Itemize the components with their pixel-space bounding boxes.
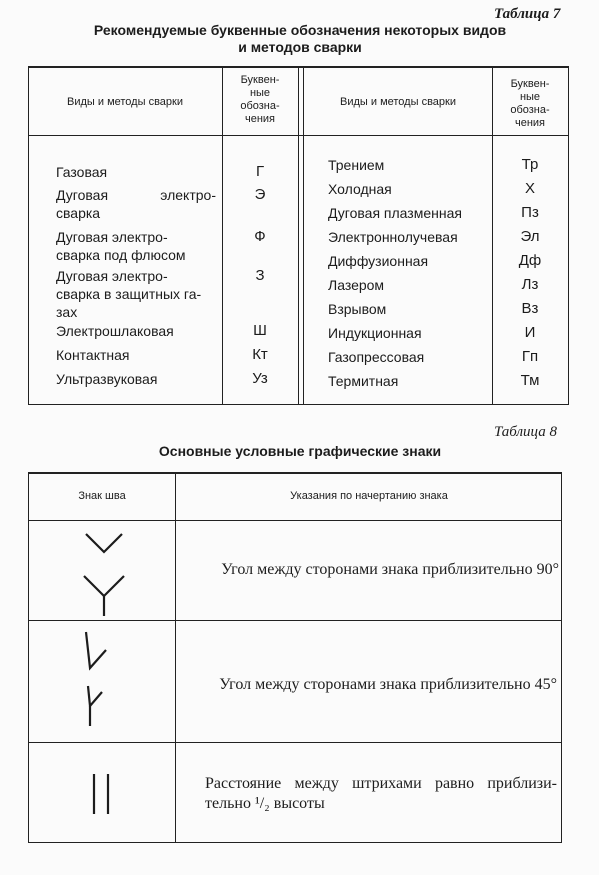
table7-left-row: Ультразвуковая: [56, 371, 158, 387]
table7-left-code: Уз: [252, 370, 268, 387]
table7-label: Таблица 7: [494, 6, 561, 22]
table7-left-row: Электрошлаковая: [56, 323, 174, 339]
table8: [0, 460, 599, 860]
table8-title: Основные условные графические знаки: [158, 443, 442, 459]
table7-right-code: Гп: [521, 348, 539, 365]
v-and-y-45-icon: [80, 630, 140, 730]
table7-left-row: Дуговая электро-: [56, 268, 168, 284]
table8-head-sign: Знак шва: [78, 490, 126, 502]
head-code-line: чения: [514, 117, 546, 129]
head-code-line: обозна-: [240, 100, 280, 112]
instr-line: Расстояние между штрихами равно приблизи-: [205, 775, 557, 792]
table7-head-code-left: [224, 74, 296, 126]
table7-left-code: Ш: [253, 322, 267, 339]
table8-head-instr: Указания по начертанию знака: [290, 490, 448, 502]
table7-right-row: Диффузионная: [328, 253, 429, 269]
row-name: Дуговая электро-: [56, 187, 216, 203]
table7-right-row: Лазером: [328, 277, 385, 293]
head-code-line: чения: [244, 113, 276, 125]
head-code-line: обозна-: [510, 104, 550, 116]
table7-left-row: [56, 163, 107, 181]
table7-left-row: Дуговая электро-: [56, 229, 168, 245]
table7-right-code: Эл: [520, 228, 540, 245]
table7-left-row: [56, 186, 216, 204]
table7-head-type-right: Виды и методы сварки: [340, 96, 456, 108]
head-code-line: Буквен-: [510, 78, 550, 90]
table7-left-row-cont: зах: [56, 304, 78, 320]
table7-right-row: Газопрессовая: [328, 349, 425, 365]
table7-right-row: Холодная: [328, 181, 392, 197]
table7-head-type-left: Виды и методы сварки: [67, 96, 183, 108]
table7-right-code: И: [524, 324, 536, 341]
table7-left-row-cont: сварка: [56, 205, 101, 221]
table7-title-line2: и методов сварки: [238, 39, 362, 55]
table7-left-code: Ф: [254, 228, 266, 245]
table7-right-code: Пз: [521, 204, 539, 221]
table7-right-row: Взрывом: [328, 301, 387, 317]
table7-left-code: Кт: [252, 346, 268, 363]
table8-row-instr: Угол между сторонами знака приблизительно 45°: [219, 676, 557, 693]
table8-row-instr: Угол между сторонами знака приблизительно 90°: [221, 561, 559, 578]
table8-label: Таблица 8: [494, 424, 557, 440]
table7-right-code: Тр: [521, 156, 539, 173]
table7-left-row-cont: сварка под флюсом: [56, 247, 186, 263]
table7-right-code: Тм: [520, 372, 540, 389]
head-code-line: Буквен-: [240, 74, 280, 86]
table7-right-row: Дуговая плазменная: [328, 205, 462, 221]
head-code-line: ные: [249, 87, 271, 99]
table7-right-code: Х: [524, 180, 535, 197]
table7-left-code: З: [255, 267, 265, 284]
table8-row-instr: [205, 774, 557, 814]
table7-left-row-cont: сварка в защитных га-: [56, 286, 202, 302]
head-code-line: ные: [519, 91, 541, 103]
table7: [0, 0, 599, 420]
table7-left-code: Г: [255, 163, 265, 180]
v-and-y-90-icon: [80, 530, 140, 620]
table7-head-code-right: [494, 78, 566, 130]
double-stroke-icon: [88, 770, 128, 820]
table7-left-row: Контактная: [56, 347, 130, 363]
table7-left-code: Э: [254, 186, 266, 203]
table7-right-row: Термитная: [328, 373, 399, 389]
table7-right-code: Дф: [518, 252, 542, 269]
instr-line: тельно ¹/₂ высоты: [205, 795, 325, 812]
table7-right-code: Лз: [521, 276, 539, 293]
table7-right-row: Электроннолучевая: [328, 229, 458, 245]
table7-right-row: Трением: [328, 157, 385, 173]
table7-right-row: Индукционная: [328, 325, 422, 341]
table7-right-code: Вз: [521, 300, 539, 317]
row-name: Газовая: [56, 164, 108, 180]
table7-title-line1: Рекомендуемые буквенные обозначения некоторых видов: [93, 22, 507, 38]
